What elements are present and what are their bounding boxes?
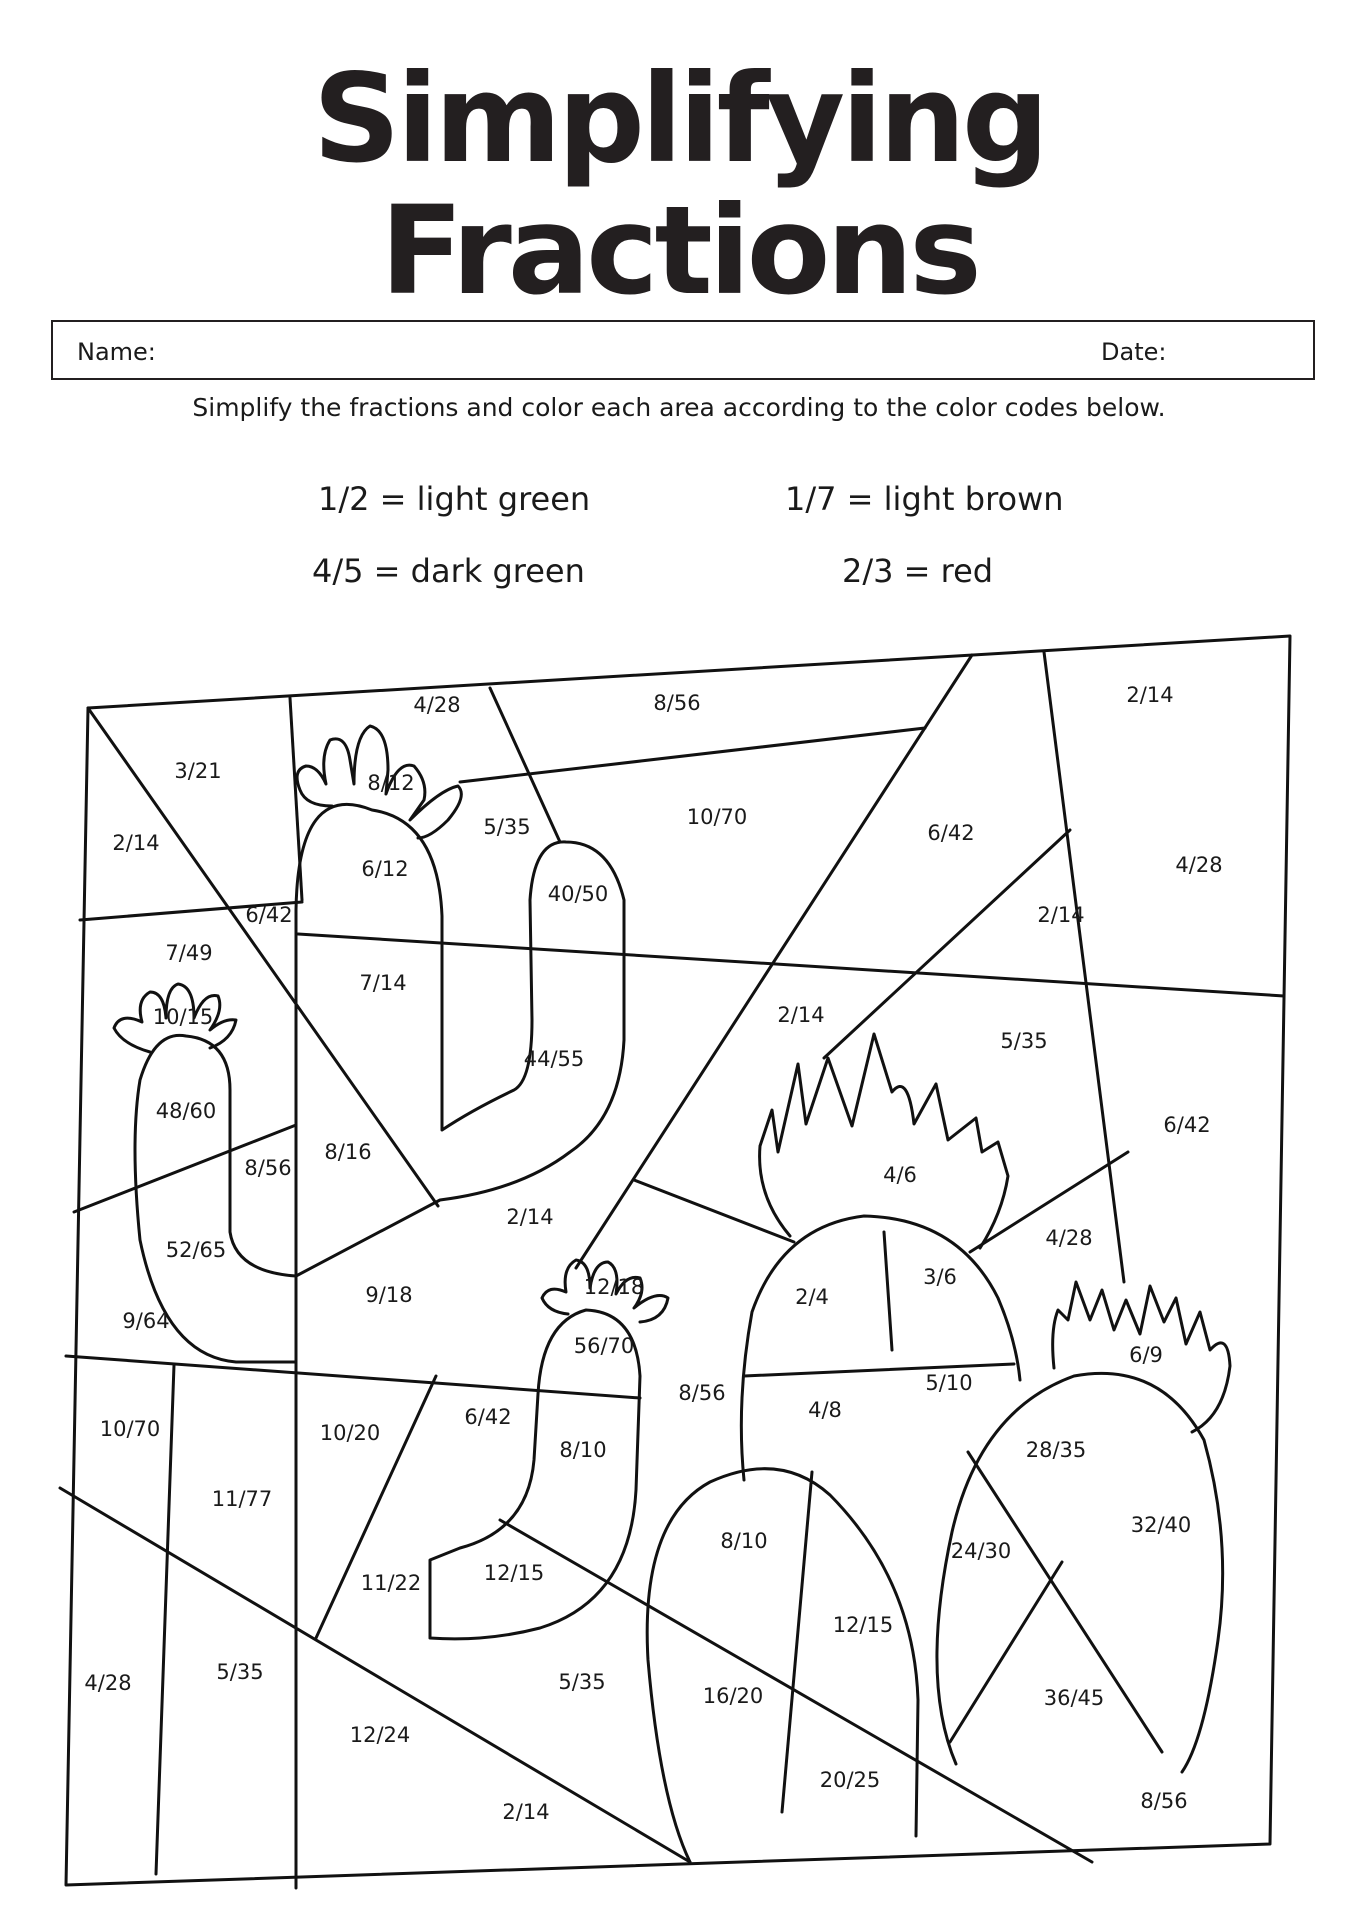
- fraction-label: 24/30: [950, 1539, 1012, 1563]
- fraction-label: 36/45: [1043, 1686, 1105, 1710]
- fraction-label: 32/40: [1130, 1513, 1192, 1537]
- fraction-label: 52/65: [165, 1238, 227, 1262]
- fraction-label: 4/28: [84, 1671, 132, 1695]
- fraction-label: 8/56: [653, 691, 701, 715]
- fraction-label: 8/10: [720, 1529, 768, 1553]
- instructions: Simplify the fractions and color each area according to the color codes below.: [192, 393, 1166, 422]
- title-line-2: Fractions: [380, 180, 978, 322]
- fraction-label: 5/35: [1000, 1029, 1048, 1053]
- fraction-label: 6/42: [245, 903, 293, 927]
- date-label: Date:: [1101, 338, 1167, 366]
- fraction-label: 2/14: [506, 1205, 554, 1229]
- fraction-label: 10/15: [152, 1005, 214, 1029]
- fraction-label: 2/4: [795, 1285, 829, 1309]
- fraction-label: 12/15: [483, 1561, 545, 1585]
- fraction-label: 8/56: [244, 1156, 292, 1180]
- fraction-label: 5/35: [558, 1670, 606, 1694]
- color-code-light-green: 1/2 = light green: [318, 480, 591, 518]
- fraction-label: 8/16: [324, 1140, 372, 1164]
- fraction-label: 7/14: [359, 971, 407, 995]
- fraction-label: 11/77: [211, 1487, 273, 1511]
- color-code-light-brown: 1/7 = light brown: [785, 480, 1064, 518]
- fraction-label: 6/9: [1129, 1343, 1163, 1367]
- fraction-label: 5/35: [483, 815, 531, 839]
- fraction-label: 10/70: [686, 805, 748, 829]
- fraction-label: 9/64: [122, 1309, 170, 1333]
- fraction-label: 2/14: [777, 1003, 825, 1027]
- fraction-label: 4/28: [1045, 1226, 1093, 1250]
- fraction-label: 56/70: [573, 1334, 635, 1358]
- fraction-label: 9/18: [365, 1283, 413, 1307]
- fraction-label: 48/60: [155, 1099, 217, 1123]
- fraction-label: 4/8: [808, 1398, 842, 1422]
- fraction-label: 40/50: [547, 882, 609, 906]
- fraction-label: 12/24: [349, 1723, 411, 1747]
- fraction-label: 28/35: [1025, 1438, 1087, 1462]
- color-code-red: 2/3 = red: [842, 552, 994, 590]
- fraction-label: 8/56: [1140, 1789, 1188, 1813]
- title-line-1: Simplifying: [312, 48, 1046, 190]
- fraction-label: 8/56: [678, 1381, 726, 1405]
- fraction-label: 12/15: [832, 1613, 894, 1637]
- fraction-label: 2/14: [1037, 903, 1085, 927]
- fraction-label: 2/14: [502, 1800, 550, 1824]
- fraction-label: 8/12: [367, 771, 415, 795]
- fraction-label: 20/25: [819, 1768, 881, 1792]
- puzzle-labels: [84, 683, 1222, 1824]
- fraction-label: 6/42: [927, 821, 975, 845]
- fraction-label: 7/49: [165, 941, 213, 965]
- fraction-label: 10/70: [99, 1417, 161, 1441]
- name-label: Name:: [77, 338, 156, 366]
- fraction-label: 44/55: [523, 1047, 585, 1071]
- fraction-label: 3/21: [174, 759, 222, 783]
- fraction-label: 12/18: [583, 1275, 645, 1299]
- fraction-label: 4/6: [883, 1163, 917, 1187]
- fraction-label: 2/14: [1126, 683, 1174, 707]
- fraction-label: 5/10: [925, 1371, 973, 1395]
- fraction-label: 5/35: [216, 1660, 264, 1684]
- fraction-label: 2/14: [112, 831, 160, 855]
- fraction-label: 4/28: [1175, 853, 1223, 877]
- fraction-label: 11/22: [360, 1571, 422, 1595]
- fraction-label: 6/42: [1163, 1113, 1211, 1137]
- fraction-label: 6/42: [464, 1405, 512, 1429]
- fraction-label: 3/6: [923, 1265, 957, 1289]
- color-code-dark-green: 4/5 = dark green: [312, 552, 585, 590]
- fraction-label: 4/28: [413, 693, 461, 717]
- fraction-label: 16/20: [702, 1684, 764, 1708]
- fraction-label: 6/12: [361, 857, 409, 881]
- puzzle-border: [66, 636, 1290, 1885]
- fraction-label: 10/20: [319, 1421, 381, 1445]
- fraction-label: 8/10: [559, 1438, 607, 1462]
